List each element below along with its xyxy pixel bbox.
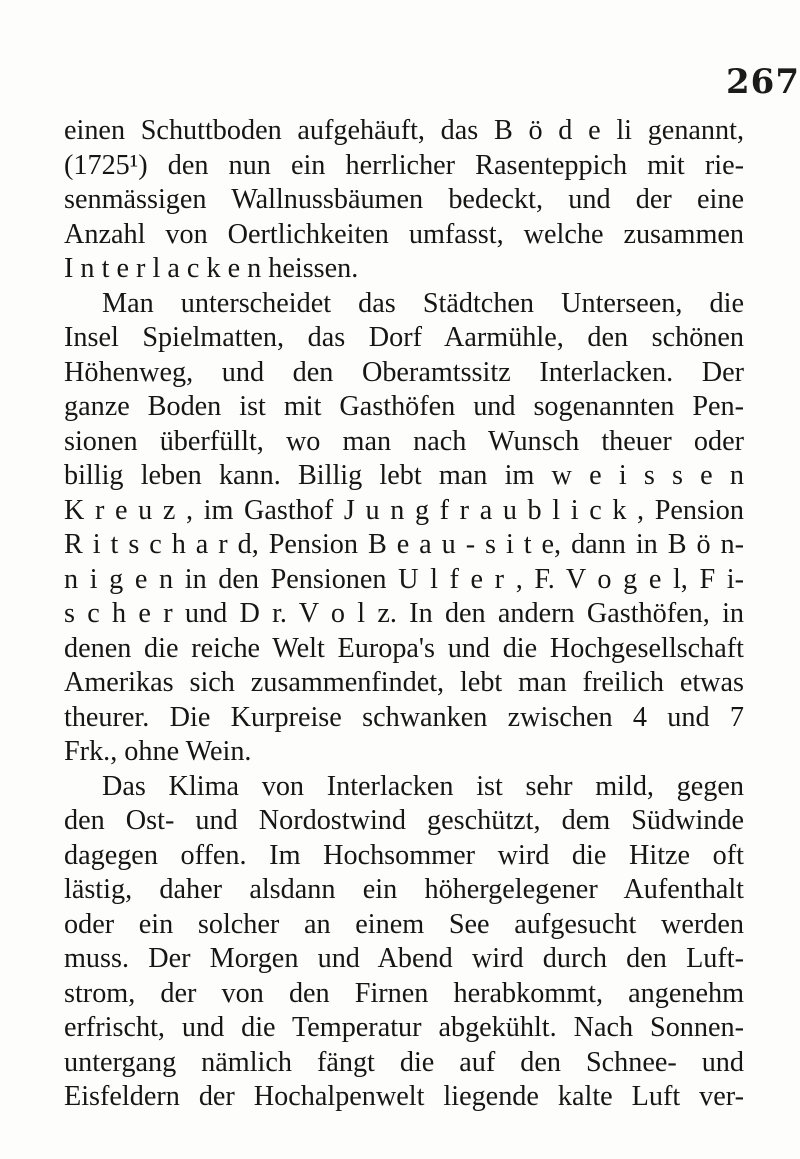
page-number: 267 xyxy=(726,62,800,102)
text-line: Eisfeldern der Hochalpenwelt liegende kalte Luft ver- xyxy=(64,1081,744,1112)
text-line: lästig, daher alsdann ein höhergelegener Aufenthalt xyxy=(64,874,744,905)
text-line: untergang nämlich fängt die auf den Schnee- und xyxy=(64,1046,744,1078)
text-line: senmässigen Wallnussbäumen bedeckt, und der eine xyxy=(64,184,744,215)
text-line: K r e u z , im Gasthof J u n g f r a u b l i c k , Pension xyxy=(64,494,744,526)
text-line: Frk., ohne Wein. xyxy=(64,736,252,767)
text-line: Anzahl von Oertlichkeiten umfasst, welche zusammen xyxy=(64,218,744,250)
text-line: Man unterscheidet das Städtchen Unterseen, die xyxy=(102,287,744,319)
text-line: I n t e r l a c k e n heissen. xyxy=(64,253,359,284)
text-line: strom, der von den Firnen herabkommt, angenehm xyxy=(64,977,744,1009)
paragraph xyxy=(64,287,744,770)
text-line: einen Schuttboden aufgehäuft, das B ö d e li genannt, xyxy=(64,115,744,146)
paragraph xyxy=(64,770,744,1115)
text-line: oder ein solcher an einem See aufgesucht werden xyxy=(64,908,744,940)
text-line: n i g e n in den Pensionen U l f e r , F. V o g e l, F i- xyxy=(64,563,744,595)
text-line: s c h e r und D r. V o l z. In den andern Gasthöfen, in xyxy=(64,598,744,629)
text-line: billig leben kann. Billig lebt man im w e i s s e n xyxy=(64,460,744,491)
body-text xyxy=(64,114,744,1115)
text-line: Insel Spielmatten, das Dorf Aarmühle, den schönen xyxy=(64,322,744,353)
text-line: denen die reiche Welt Europa's und die Hochgesellschaft xyxy=(64,632,744,664)
text-line: den Ost- und Nordostwind geschützt, dem Südwinde xyxy=(64,805,744,836)
text-line: Amerikas sich zusammenfindet, lebt man freilich etwas xyxy=(64,667,744,698)
text-line: muss. Der Morgen und Abend wird durch den Luft- xyxy=(64,943,744,974)
text-line: R i t s c h a r d, Pension B e a u - s i t e, dann in B ö n- xyxy=(64,529,744,560)
text-line: Höhenweg, und den Oberamtssitz Interlacken. Der xyxy=(64,356,744,388)
text-line: erfrischt, und die Temperatur abgekühlt. Nach Sonnen- xyxy=(64,1012,744,1043)
text-line: (1725¹) den nun ein herrlicher Rasenteppich mit rie- xyxy=(64,149,744,181)
text-line: Das Klima von Interlacken ist sehr mild, gegen xyxy=(102,770,744,802)
text-line: ganze Boden ist mit Gasthöfen und sogenannten Pen- xyxy=(64,391,744,422)
text-line: dagegen offen. Im Hochsommer wird die Hitze oft xyxy=(64,839,744,871)
text-line: sionen überfüllt, wo man nach Wunsch theuer oder xyxy=(64,425,744,457)
text-line: theurer. Die Kurpreise schwanken zwischen 4 und 7 xyxy=(64,701,744,733)
paragraph xyxy=(64,114,744,287)
